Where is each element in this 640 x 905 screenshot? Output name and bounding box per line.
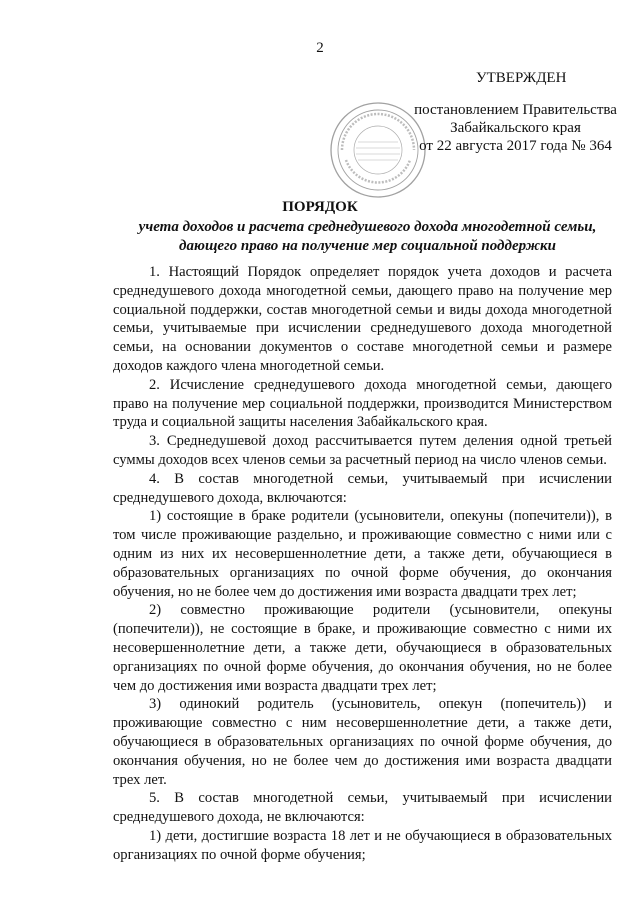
approval-line: постановлением Правительства: [414, 102, 617, 118]
approval-block: [408, 101, 623, 155]
paragraph: 5. В состав многодетной семьи, учитываемый при исчислении среднедушевого дохода, не включаются:: [113, 790, 612, 826]
subtitle-line: учета доходов и расчета среднедушевого дохода многодетной семьи,: [138, 219, 597, 235]
page-number: 2: [316, 40, 324, 56]
paragraph: 2) совместно проживающие родители (усыновители, опекуны (попечители)), не состоящие в браке, и проживающие совместно с ними их несовершеннолетние дети, а также дети, обучающиеся в образовательных организациях по очной форме обучения, до окончания обучения, но не более чем до достижения ими возраста двадцати трех лет;: [113, 602, 612, 694]
approval-line: Забайкальского края: [450, 120, 581, 136]
approved-label: УТВЕРЖДЕН: [476, 70, 567, 86]
paragraph: 3. Среднедушевой доход рассчитывается путем деления одной третьей суммы доходов всех членов семьи за расчетный период на число членов семьи.: [113, 433, 612, 468]
paragraph: 1. Настоящий Порядок определяет порядок учета доходов и расчета среднедушевого дохода многодетной семьи, дающего право на получение мер социальной поддержки, состав многодетной семьи и виды дохода многодетной семьи, учитываемые при исчислении среднедушевого дохода многодетной семьи, на основании документов о составе многодетной семьи и размере доходов каждого члена многодетной семьи.: [113, 264, 612, 374]
approval-line: от 22 августа 2017 года № 364: [419, 138, 612, 154]
document-body: [113, 263, 612, 865]
paragraph: 2. Исчисление среднедушевого дохода многодетной семьи, дающего право на получение мер социальной поддержки, производится Министерством труда и социальной защиты населения Забайкальского края.: [113, 376, 612, 431]
paragraph: 3) одинокий родитель (усыновитель, опекун (попечитель)) и проживающие совместно с ним несовершеннолетние дети, а также дети, обучающиеся в образовательных организациях по очной форме обучения, до окончания обучения, но не более чем до достижения ими возраста двадцати трех лет.: [113, 696, 612, 788]
paragraph: 1) состоящие в браке родители (усыновители, опекуны (попечители)), в том числе проживающие раздельно, и проживающие совместно с ними или с одним из них их несовершеннолетние дети, а также дети, обучающиеся в образовательных организациях по очной форме обучения, до окончания обучения, но не более чем до достижения ими возраста двадцати трех лет;: [113, 508, 612, 600]
paragraph: 4. В состав многодетной семьи, учитываемый при исчислении среднедушевого дохода, включаются:: [113, 470, 612, 506]
document-title: ПОРЯДОК: [282, 199, 358, 215]
document-subtitle: [115, 218, 620, 256]
subtitle-line: дающего право на получение мер социальной поддержки: [179, 238, 556, 254]
paragraph: 1) дети, достигшие возраста 18 лет и не обучающиеся в образовательных организациях по очной форме обучения;: [113, 827, 612, 863]
